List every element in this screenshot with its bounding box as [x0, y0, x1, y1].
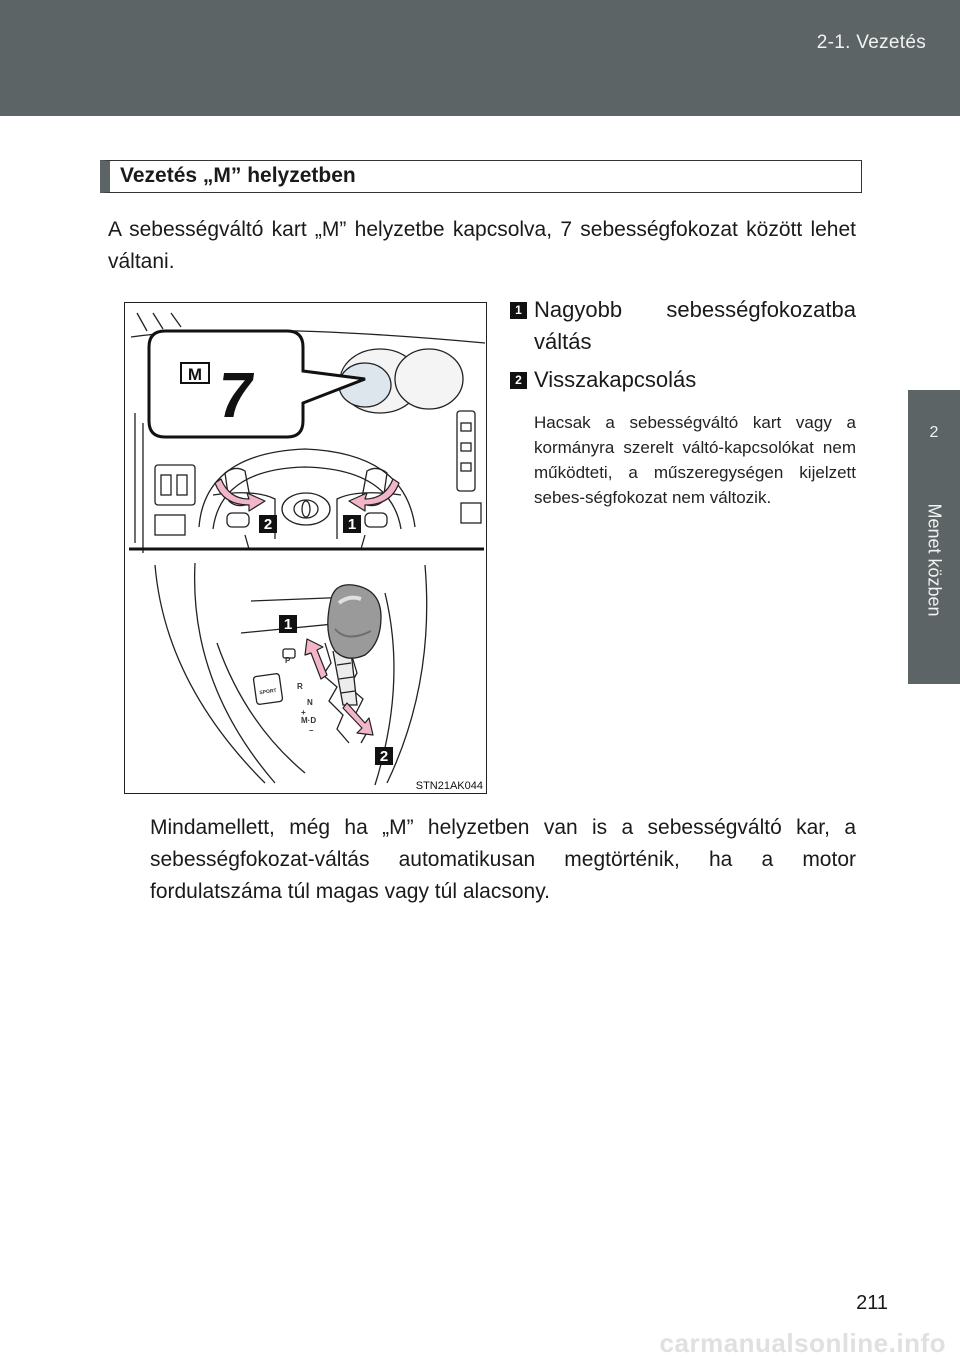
- closing-paragraph: Mindamellett, még ha „M” helyzetben van is a sebességváltó kar, a sebességfokozat-váltás automatikusan megtörténik, ha a motor fordulatszáma túl magas vagy túl alacsony.: [150, 816, 856, 903]
- display-mode-indicator: M: [187, 365, 203, 384]
- item-number-box: 2: [510, 372, 527, 389]
- gate-r-label: R: [297, 682, 303, 691]
- callout-2-lever: 2: [379, 748, 389, 765]
- chapter-number: 2: [929, 424, 939, 441]
- callout-1-paddle: 1: [347, 516, 357, 533]
- item-number-box: 1: [510, 302, 527, 319]
- chapter-title: Menet közben: [924, 503, 945, 617]
- illustration-svg: [125, 303, 487, 794]
- watermark: carmanualsonline.info: [659, 1328, 946, 1358]
- item-text-downshift: Visszakapcsolás: [534, 367, 697, 392]
- gate-n-label: N: [307, 698, 313, 707]
- header-bar: [0, 0, 960, 116]
- shift-illustration: [124, 302, 487, 794]
- upshift-lever-arrow: [305, 639, 327, 679]
- item-text-upshift: Nagyobb sebességfokozatba váltás: [534, 297, 856, 354]
- right-paddle-arrow: [349, 479, 399, 511]
- display-gear-indicator: 7: [213, 359, 259, 431]
- callout-1-lever: 1: [283, 616, 293, 633]
- sport-button-label: SPORT: [259, 687, 277, 697]
- gate-plus-label: +: [301, 708, 306, 717]
- section-title: Vezetés „M” helyzetben: [100, 160, 862, 193]
- page-number: 211: [856, 1292, 888, 1314]
- gate-p-label: P: [285, 656, 291, 665]
- callout-2-paddle: 2: [263, 516, 273, 533]
- gate-minus-label: –: [309, 726, 314, 735]
- gate-md-label: M·D: [301, 716, 317, 725]
- figure-code: STN21AK044: [415, 780, 483, 792]
- section-path: 2-1. Vezetés: [816, 32, 926, 53]
- intro-paragraph: A sebességváltó kart „M” helyzetbe kapcsolva, 7 sebességfokozat között lehet váltani.: [108, 218, 856, 273]
- note-paragraph: Hacsak a sebességváltó kart vagy a kormányra szerelt váltó-kapcsolókat nem működteti, a műszeregységen kijelzett sebes-ségfokozat nem változik.: [534, 413, 856, 507]
